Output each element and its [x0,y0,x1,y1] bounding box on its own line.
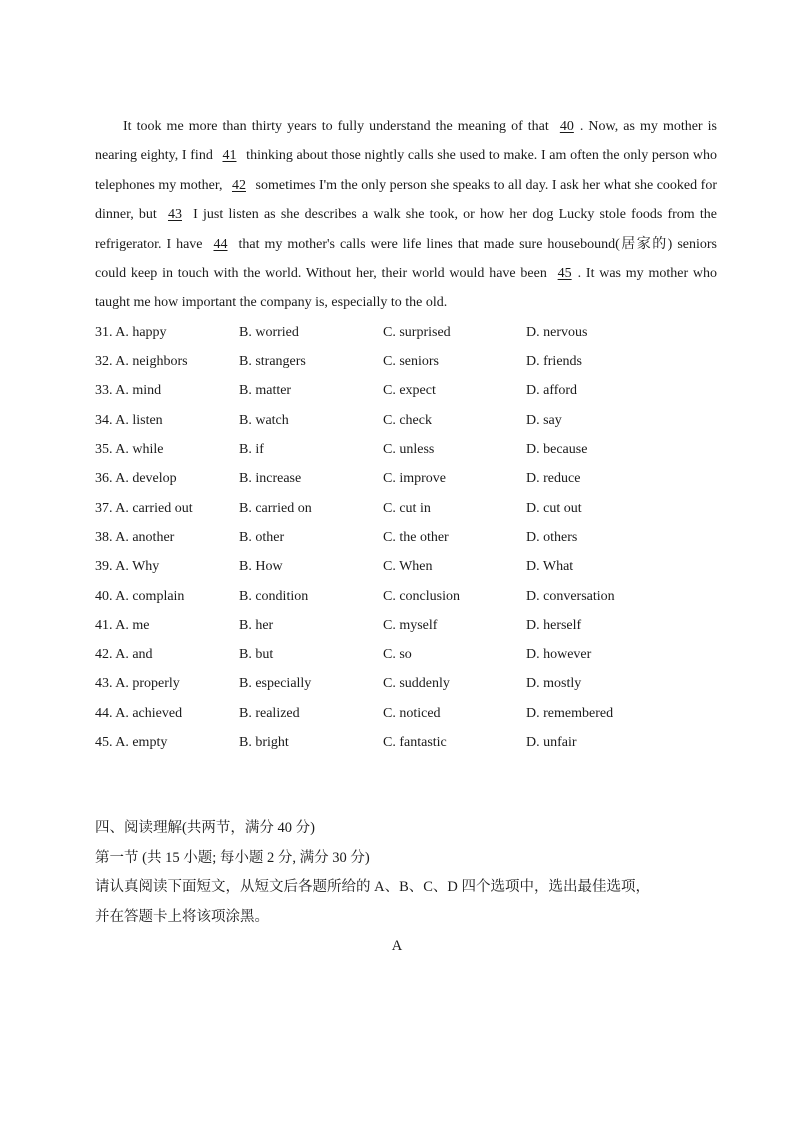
option-a: 41. A. me [95,617,150,633]
option-d: D. reduce [526,471,581,487]
option-d: D. conversation [526,588,615,604]
option-row [95,523,717,552]
option-d: D. afford [526,383,578,399]
passage-text: that my mother's calls were life lines that made sure housebound(居家的) seniors could keep in touch with the world. Without her, their world would have been [95,236,717,282]
option-a: 40. A. complain [95,588,185,604]
option-row [95,347,717,376]
option-row [95,582,717,611]
option-d: D. friends [526,354,582,370]
option-c: C. improve [383,471,446,487]
option-d: D. however [526,647,592,663]
option-b: B. worried [239,324,299,340]
option-a: 32. A. neighbors [95,354,188,370]
option-row [95,699,717,728]
option-row [95,406,717,435]
option-c: C. myself [383,617,438,633]
option-d: D. nervous [526,324,588,340]
option-d: D. What [526,559,574,575]
passage-text: thinking about those nightly calls she used to make. I am often the only person who telephones my mother, [95,148,718,193]
reading-section-header [95,814,735,932]
option-a: 34. A. listen [95,412,163,428]
option-b: B. matter [239,383,292,399]
option-c: C. expect [383,383,436,399]
option-d: D. cut out [526,500,582,516]
option-b: B. increase [239,471,302,487]
option-b: B. if [239,442,264,458]
option-row [95,464,717,493]
blank-42: 42 [231,177,246,193]
blank-45: 45 [557,266,572,282]
option-b: B. strangers [239,354,306,370]
option-c: C. cut in [383,500,431,516]
section-subheading: 第一节 (共 15 小题; 每小题 2 分, 满分 30 分) [95,849,370,866]
option-c: C. When [383,559,433,575]
option-d: D. others [526,529,578,545]
option-b: B. especially [239,676,312,692]
instruction-line-2: 并在答题卡上将该项涂黑。 [95,908,269,925]
cloze-passage [95,112,717,318]
option-a: 43. A. properly [95,676,180,692]
option-c: C. noticed [383,705,441,721]
option-c: C. surprised [383,324,451,340]
option-c: C. the other [383,529,449,545]
blank-40: 40 [559,119,574,134]
option-a: 37. A. carried out [95,500,193,516]
option-b: B. How [239,559,283,575]
instruction-line-1: 请认真阅读下面短文，从短文后各题所给的 A、B、C、D 四个选项中，选出最佳选项， [95,879,651,895]
option-c: C. suddenly [383,676,450,692]
passage-text: I just listen as she describes a walk she took, or how her dog Lucky stole foods from the refrigerator. I have [95,207,717,252]
option-row [95,376,717,405]
passage-text: sometimes I'm the only person she speaks to all day. I ask her what she cooked for dinner, but [95,177,717,223]
option-a: 39. A. Why [95,559,160,575]
option-a: 36. A. develop [95,471,177,487]
option-d: D. because [526,442,588,458]
option-a: 31. A. happy [95,324,167,340]
option-c: C. seniors [383,354,439,370]
option-a: 44. A. achieved [95,705,183,721]
passage-text: . It was my mother who taught me how important the company is, especially to the old. [95,266,717,311]
option-c: C. check [383,412,432,428]
option-row [95,552,717,581]
option-d: D. say [526,412,562,428]
option-b: B. carried on [239,500,312,516]
option-a: 42. A. and [95,647,153,663]
option-row [95,494,717,523]
option-a: 35. A. while [95,442,164,458]
passage-label: A [391,938,403,954]
option-a: 33. A. mind [95,383,162,399]
option-a: 38. A. another [95,529,175,545]
option-c: C. so [383,647,412,663]
option-row [95,640,717,669]
blank-41: 41 [222,148,237,164]
option-row [95,318,717,347]
option-b: B. her [239,617,274,633]
option-b: B. bright [239,735,289,750]
option-d: D. mostly [526,676,582,692]
option-row [95,669,717,698]
option-d: D. unfair [526,735,577,750]
cloze-passage-section [95,112,717,757]
option-a: 45. A. empty [95,735,168,750]
option-c: C. fantastic [383,735,447,750]
answer-options-list [95,318,717,757]
option-row [95,435,717,464]
option-b: B. condition [239,588,309,604]
option-row [95,728,717,757]
option-b: B. realized [239,705,300,721]
passage-text: . Now, as my mother is nearing eighty, I find [95,119,717,164]
section-heading: 四、阅读理解(共两节，满分 40 分) [95,820,315,836]
option-b: B. but [239,647,274,663]
passage-text: It took me more than thirty years to fully understand the meaning of that [123,119,554,134]
option-c: C. conclusion [383,588,460,604]
option-row [95,611,717,640]
option-b: B. watch [239,412,289,428]
blank-43: 43 [167,207,182,223]
option-d: D. remembered [526,705,614,721]
option-b: B. other [239,529,285,545]
blank-44: 44 [213,236,228,252]
option-d: D. herself [526,617,582,633]
option-c: C. unless [383,442,435,458]
